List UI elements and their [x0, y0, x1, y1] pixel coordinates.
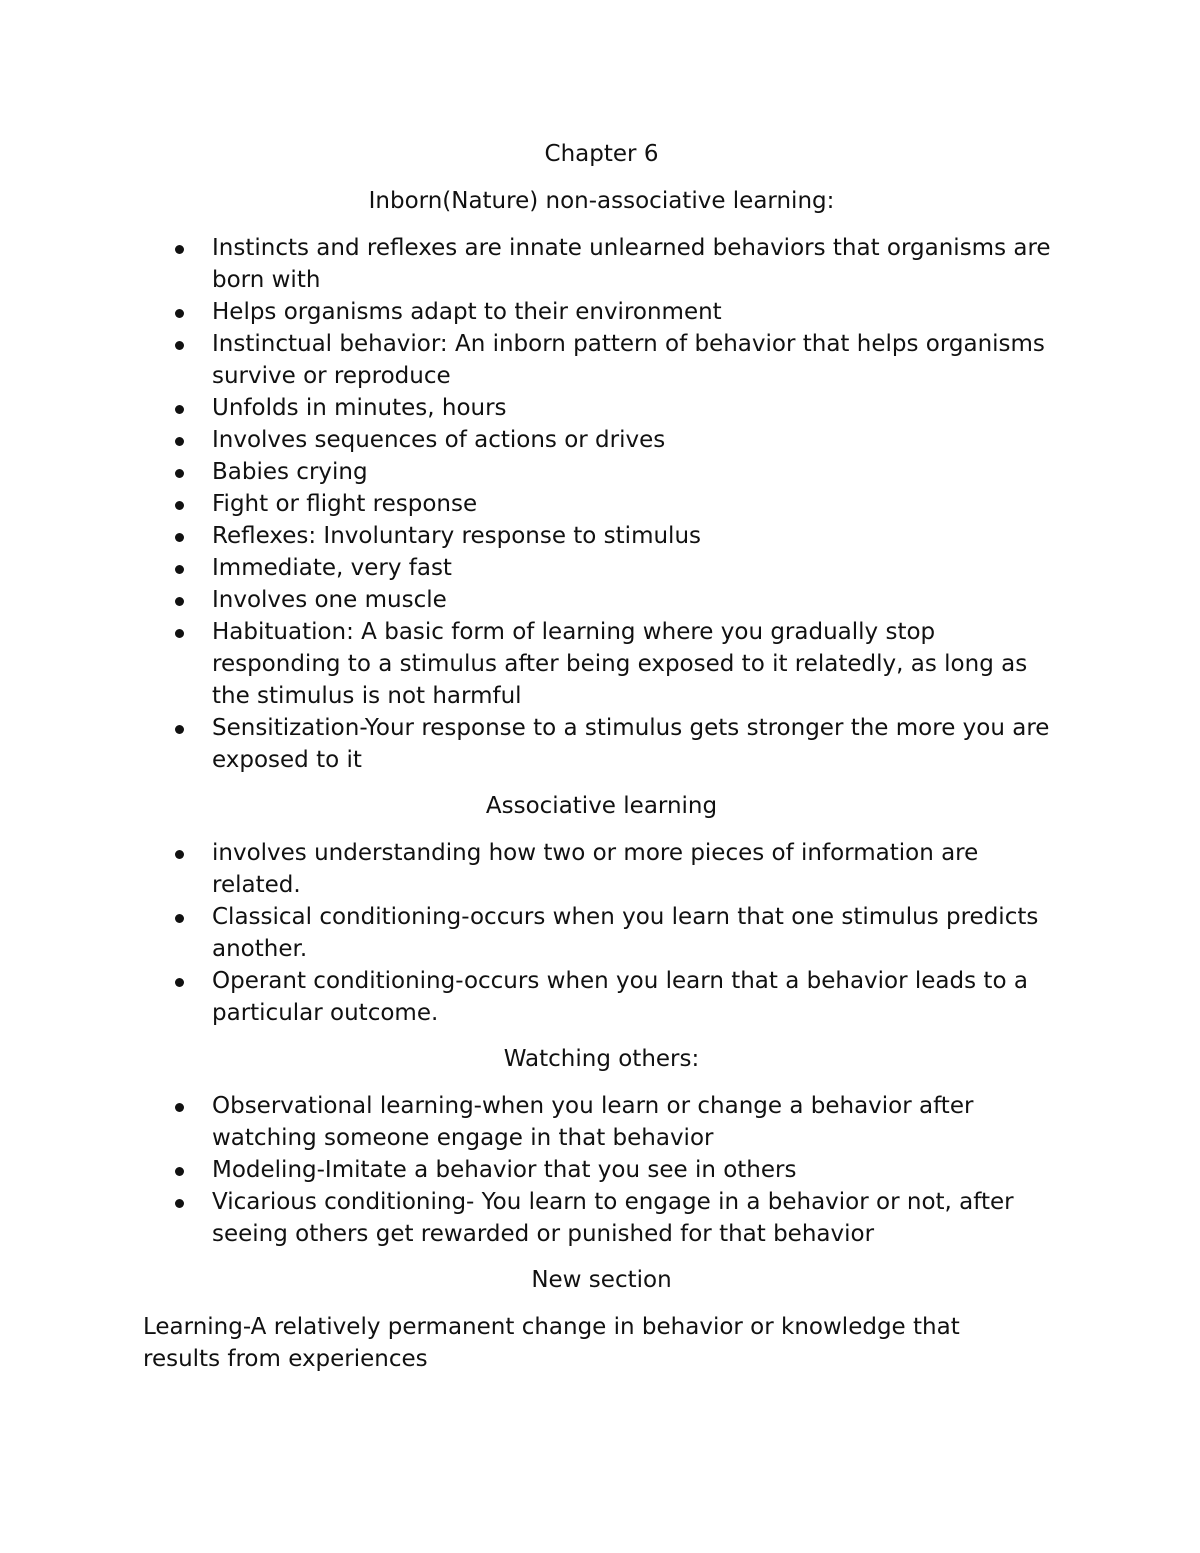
list-item-text: Vicarious conditioning- You learn to engage in a behavior or not, after seeing others get rewarded or punished for that behavior	[212, 1189, 1014, 1247]
list-item-text: Classical conditioning-occurs when you learn that one stimulus predicts another.	[212, 904, 1039, 962]
list-item-text: involves understanding how two or more pieces of information are related.	[212, 840, 979, 898]
list-item	[143, 232, 1060, 296]
list-item	[143, 296, 1060, 328]
list-item	[143, 456, 1060, 488]
bullet-icon	[175, 309, 184, 318]
bullet-icon	[175, 629, 184, 638]
bullet-icon	[175, 597, 184, 606]
list-item	[143, 488, 1060, 520]
bullet-icon	[175, 245, 184, 254]
bullet-icon	[175, 1167, 184, 1176]
list-item-text: Habituation: A basic form of learning where you gradually stop responding to a stimulus after being exposed to it relatedly, as long as the stimulus is not harmful	[212, 619, 1028, 709]
section-heading-inborn: Inborn(Nature) non-associative learning:	[368, 188, 835, 214]
list-item-text: Involves one muscle	[212, 587, 447, 613]
bullet-icon	[175, 1103, 184, 1112]
bullet-icon	[175, 533, 184, 542]
list-item	[143, 328, 1060, 392]
bullet-icon	[175, 341, 184, 350]
list-item-text: Reflexes: Involuntary response to stimulus	[212, 523, 702, 549]
list-item	[143, 712, 1060, 776]
bullet-icon	[175, 565, 184, 574]
document-title: Chapter 6	[544, 141, 659, 167]
list-item-text: Modeling-Imitate a behavior that you see in others	[212, 1157, 797, 1183]
bullet-icon	[175, 437, 184, 446]
section-heading-watching-others: Watching others:	[503, 1046, 700, 1072]
watching-others-bullet-list	[143, 1090, 1060, 1250]
list-item	[143, 616, 1060, 712]
list-item	[143, 552, 1060, 584]
list-item-text: Fight or flight response	[212, 491, 478, 517]
list-item	[143, 584, 1060, 616]
bullet-icon	[175, 469, 184, 478]
list-item-text: Helps organisms adapt to their environment	[212, 299, 722, 325]
list-item	[143, 965, 1060, 1029]
list-item	[143, 1186, 1060, 1250]
list-item	[143, 901, 1060, 965]
list-item-text: Babies crying	[212, 459, 368, 485]
bullet-icon	[175, 978, 184, 987]
list-item	[143, 520, 1060, 552]
list-item	[143, 424, 1060, 456]
list-item-text: Unfolds in minutes, hours	[212, 395, 507, 421]
list-item-text: Observational learning-when you learn or change a behavior after watching someone engage in that behavior	[212, 1093, 974, 1151]
list-item-text: Instinctual behavior: An inborn pattern of behavior that helps organisms survive or reproduce	[212, 331, 1045, 389]
list-item-text: Instincts and reflexes are innate unlearned behaviors that organisms are born with	[212, 235, 1051, 293]
inborn-bullet-list	[143, 232, 1060, 776]
section-heading-new-section: New section	[531, 1267, 672, 1293]
bullet-icon	[175, 405, 184, 414]
bullet-icon	[175, 1199, 184, 1208]
associative-bullet-list	[143, 837, 1060, 1029]
bullet-icon	[175, 850, 184, 859]
section-heading-associative: Associative learning	[485, 793, 718, 819]
learning-definition: Learning-A relatively permanent change in behavior or knowledge that results from experiences	[143, 1314, 960, 1372]
list-item-text: Sensitization-Your response to a stimulus gets stronger the more you are exposed to it	[212, 715, 1050, 773]
bullet-icon	[175, 725, 184, 734]
list-item	[143, 1090, 1060, 1154]
list-item-text: Operant conditioning-occurs when you learn that a behavior leads to a particular outcome.	[212, 968, 1028, 1026]
list-item	[143, 1154, 1060, 1186]
list-item	[143, 837, 1060, 901]
list-item	[143, 392, 1060, 424]
list-item-text: Immediate, very fast	[212, 555, 452, 581]
bullet-icon	[175, 501, 184, 510]
bullet-icon	[175, 914, 184, 923]
list-item-text: Involves sequences of actions or drives	[212, 427, 666, 453]
